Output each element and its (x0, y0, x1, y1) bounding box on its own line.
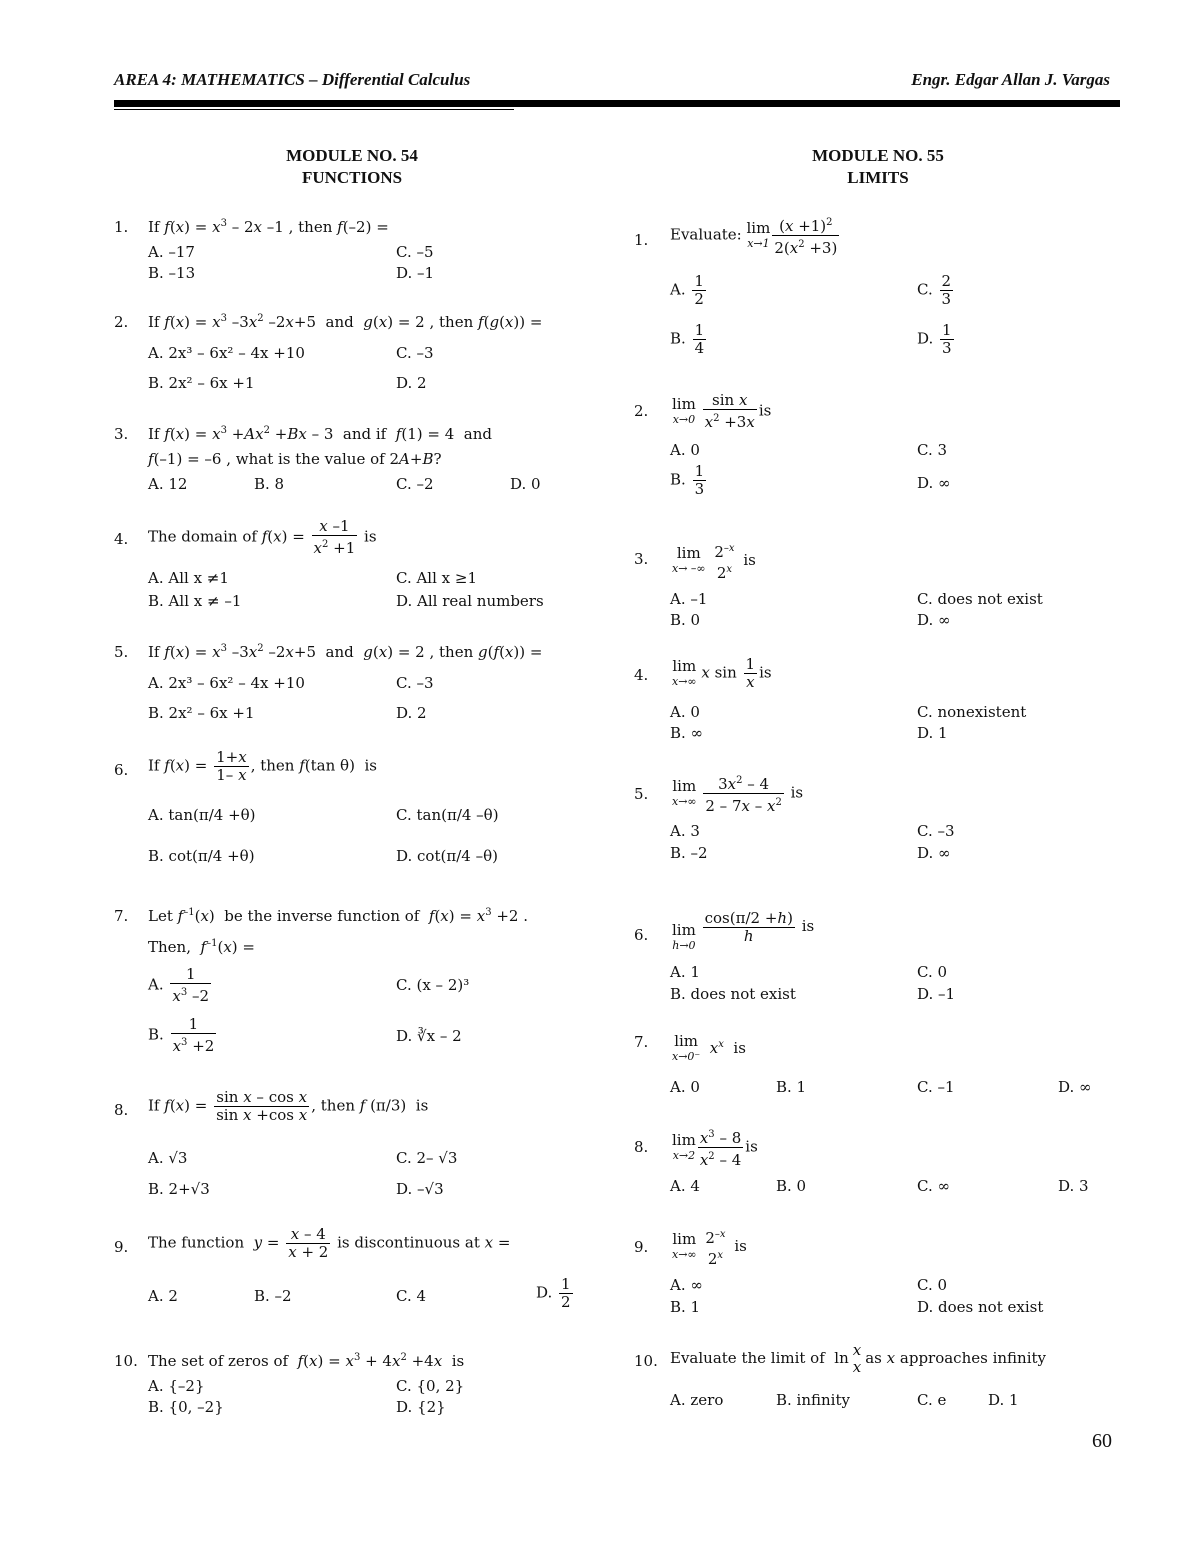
page-number: 60 (1092, 1430, 1112, 1452)
option: C. tan(π/4 –θ) (396, 806, 499, 824)
question-text: lim x→0⁻ $x^x$ is (672, 1032, 746, 1063)
header-rule-thin (114, 109, 514, 110)
option: A. –17 (148, 243, 195, 261)
option-letter: B. (670, 329, 686, 348)
option: C. nonexistent (917, 703, 1027, 721)
question-text: The function y = $\frac{x - 4}{x + 2}$ is discontinuous at x = (148, 1225, 511, 1261)
option: C. 2– √3 (396, 1149, 458, 1167)
question-text: If $f(x) = x^3 - 2x$ –1 , then f(–2) = (148, 218, 389, 236)
question-text: If f(x) = $\frac{1+x}{1- x}$ , then f(tan θ) is (148, 748, 377, 784)
question-text: lim x→ –∞ $2^{-x}$ 2$^x$ is (672, 543, 756, 582)
option: B. cot(π/4 +θ) (148, 847, 255, 865)
question-text: If f(x) = $\frac{\text{sin x – cos x}}{\text{sin x +cos x}}$ , then f (π/3) is (148, 1088, 429, 1124)
question-number: 4. (634, 666, 649, 684)
option: C. e (917, 1391, 947, 1409)
option: B. infinity (776, 1391, 850, 1409)
option: B. 8 (254, 475, 285, 493)
option: C. 0 (917, 1276, 948, 1294)
question-text: Let $f^{-1}(x)$ be the inverse function of $f(x) = x^3 +2$ . (148, 907, 528, 925)
header-rule (114, 100, 1120, 107)
option-letter: B. (670, 470, 686, 489)
option: A. $\frac{1}{2}$ (670, 272, 704, 308)
option: D. 2 (396, 374, 427, 392)
option: B. 1 (670, 1298, 701, 1316)
option: B. 1 (776, 1078, 807, 1096)
question-text: lim x→∞ x sin $\frac{1}{x}$ is (672, 655, 772, 691)
question-text: Evaluate the limit of ln x x as x approaches infinity (670, 1341, 1047, 1376)
question-number: 2. (634, 402, 649, 420)
option: C. –1 (917, 1078, 955, 1096)
left-module-heading (252, 145, 452, 189)
option: A. 12 (148, 475, 188, 493)
right-module-heading (778, 145, 978, 189)
question-text: Evaluate: lim x→1 $\frac{(x +1)^2}{2(x^2 +3)}$ (670, 214, 841, 257)
option: B. 2+√3 (148, 1180, 210, 1198)
option: A. 0 (670, 1078, 700, 1096)
question-number: 8. (114, 1101, 129, 1119)
question-text: lim x→∞ $\frac{3x^2 - 4}{2 - 7x - x^2}$ is (672, 772, 803, 815)
option: B. $\frac{1}{3}$ (670, 462, 705, 498)
left-module-title: FUNCTIONS (301, 168, 403, 187)
option: D. $\frac{1}{2}$ (536, 1275, 571, 1311)
question-number: 1. (634, 231, 649, 249)
question-text: If $f(x) = x^3 +Ax^2 +Bx - 3$ and if f(1) = 4 and (148, 425, 492, 443)
option: A. 0 (670, 441, 700, 459)
option: D. 0 (510, 475, 541, 493)
option: C. –3 (396, 674, 434, 692)
option: B. 0 (776, 1177, 807, 1195)
option: D. cot(π/4 –θ) (396, 847, 498, 865)
right-module-number: MODULE NO. 55 (812, 146, 944, 165)
option: B. {0, –2} (148, 1398, 224, 1416)
option: C. 3 (917, 441, 948, 459)
option: A. All x ≠1 (148, 569, 229, 587)
option: D. does not exist (917, 1298, 1044, 1316)
option: D. {2} (396, 1398, 446, 1416)
option: A. {–2} (148, 1377, 205, 1395)
option-letter: A. (670, 280, 686, 299)
option: B. 2x² – 6x +1 (148, 704, 255, 722)
question-number: 3. (114, 425, 129, 443)
question-text: lim h→0 $\frac{\cos(\pi/2 +h)}{h}$ is (672, 908, 815, 952)
option: A. zero (670, 1391, 724, 1409)
header-left: AREA 4: MATHEMATICS – Differential Calculus (114, 70, 471, 89)
question-text: Then, $f^{-1}(x)$ = (148, 938, 255, 956)
question-text: If $f(x) = x^3$ $-3x^2$ –2x+5 and g(x) = 2 , then f(g(x)) = (148, 313, 543, 331)
question-number: 7. (634, 1033, 649, 1051)
option: D. 2 (396, 704, 427, 722)
option: A. √3 (148, 1149, 188, 1167)
option: D. $\frac{1}{3}$ (917, 321, 952, 357)
option: D. –1 (396, 264, 435, 282)
option: B. 2x² – 6x +1 (148, 374, 255, 392)
option: A. tan(π/4 +θ) (148, 806, 256, 824)
option: D. ∛x – 2 (396, 1027, 462, 1045)
question-text: lim x→∞ $2^{-x}$ 2$^x$ is (672, 1229, 747, 1268)
question-number: 5. (114, 643, 129, 661)
option: D. All real numbers (396, 592, 544, 610)
option: C. (x – 2)³ (396, 976, 470, 994)
option: C. –5 (396, 243, 434, 261)
option: C. All x ≥1 (396, 569, 478, 587)
question-number: 5. (634, 785, 649, 803)
option: B. –13 (148, 264, 196, 282)
option-letter: C. (917, 280, 933, 299)
question-number: 9. (634, 1238, 649, 1256)
question-number: 6. (634, 926, 649, 944)
option: B. All x ≠ –1 (148, 592, 242, 610)
right-module-title: LIMITS (847, 168, 909, 187)
option: C. {0, 2} (396, 1377, 465, 1395)
option: D. 3 (1058, 1177, 1089, 1195)
header-right: Engr. Edgar Allan J. Vargas (911, 70, 1110, 89)
question-text: f(–1) = –6 , what is the value of 2A+B? (148, 450, 442, 468)
option: C. does not exist (917, 590, 1043, 608)
option-letter: A. (148, 975, 164, 994)
option: C. 0 (917, 963, 948, 981)
option: A. 2 (148, 1287, 178, 1305)
option: B. 0 (670, 611, 701, 629)
option-letter: B. (148, 1025, 164, 1044)
option: A. –1 (670, 590, 708, 608)
question-number: 6. (114, 761, 129, 779)
option: D. 1 (917, 724, 948, 742)
option-letter: D. (536, 1283, 553, 1302)
option: B. –2 (670, 844, 708, 862)
option: C. ∞ (917, 1177, 950, 1195)
option: B. –2 (254, 1287, 292, 1305)
question-text: The set of zeros of $f(x) = x^3 + 4x^2 +4x$ is (148, 1352, 465, 1370)
question-number: 10. (634, 1352, 658, 1370)
option: A. 1 (670, 963, 700, 981)
question-number: 2. (114, 313, 129, 331)
option: C. $\frac{2}{3}$ (917, 272, 952, 308)
question-text: The domain of f(x) = $\frac{x -1}{x^2 +1}$ is (148, 517, 377, 557)
left-module-number: MODULE NO. 54 (286, 146, 418, 165)
option: D. ∞ (917, 474, 951, 492)
option: B. does not exist (670, 985, 796, 1003)
option-letter: D. (917, 329, 934, 348)
option: A. $\frac{1}{x^3 -2}$ (148, 965, 210, 1005)
option: A. 2x³ – 6x² – 4x +10 (148, 674, 305, 692)
option: B. ∞ (670, 724, 704, 742)
question-number: 1. (114, 218, 129, 236)
option: D. –1 (917, 985, 956, 1003)
option: D. 1 (988, 1391, 1019, 1409)
option: C. 4 (396, 1287, 427, 1305)
question-number: 4. (114, 530, 129, 548)
option: D. –√3 (396, 1180, 444, 1198)
option: D. ∞ (917, 611, 951, 629)
question-number: 10. (114, 1352, 138, 1370)
option: C. –3 (396, 344, 434, 362)
option: D. ∞ (917, 844, 951, 862)
question-number: 3. (634, 550, 649, 568)
question-text: If $f(x) = x^3$ $-3x^2$ –2x+5 and g(x) = 2 , then g(f(x)) = (148, 643, 543, 661)
option: A. 4 (670, 1177, 700, 1195)
question-text: lim x→2 $\frac{x^3 - 8}{x^2 - 4}$ is (672, 1126, 758, 1169)
option: A. 2x³ – 6x² – 4x +10 (148, 344, 305, 362)
option: D. ∞ (1058, 1078, 1092, 1096)
question-text: lim x→0 $\frac{\text{sin x}}{x^2 +3x}$ is (672, 391, 772, 431)
option: B. $\frac{1}{x^3 +2}$ (148, 1015, 215, 1055)
option: C. –2 (396, 475, 434, 493)
option: A. 3 (670, 822, 700, 840)
option: A. ∞ (670, 1276, 703, 1294)
question-number: 9. (114, 1238, 129, 1256)
question-number: 8. (634, 1138, 649, 1156)
option: A. 0 (670, 703, 700, 721)
question-number: 7. (114, 907, 129, 925)
option: B. $\frac{1}{4}$ (670, 321, 705, 357)
option: C. –3 (917, 822, 955, 840)
